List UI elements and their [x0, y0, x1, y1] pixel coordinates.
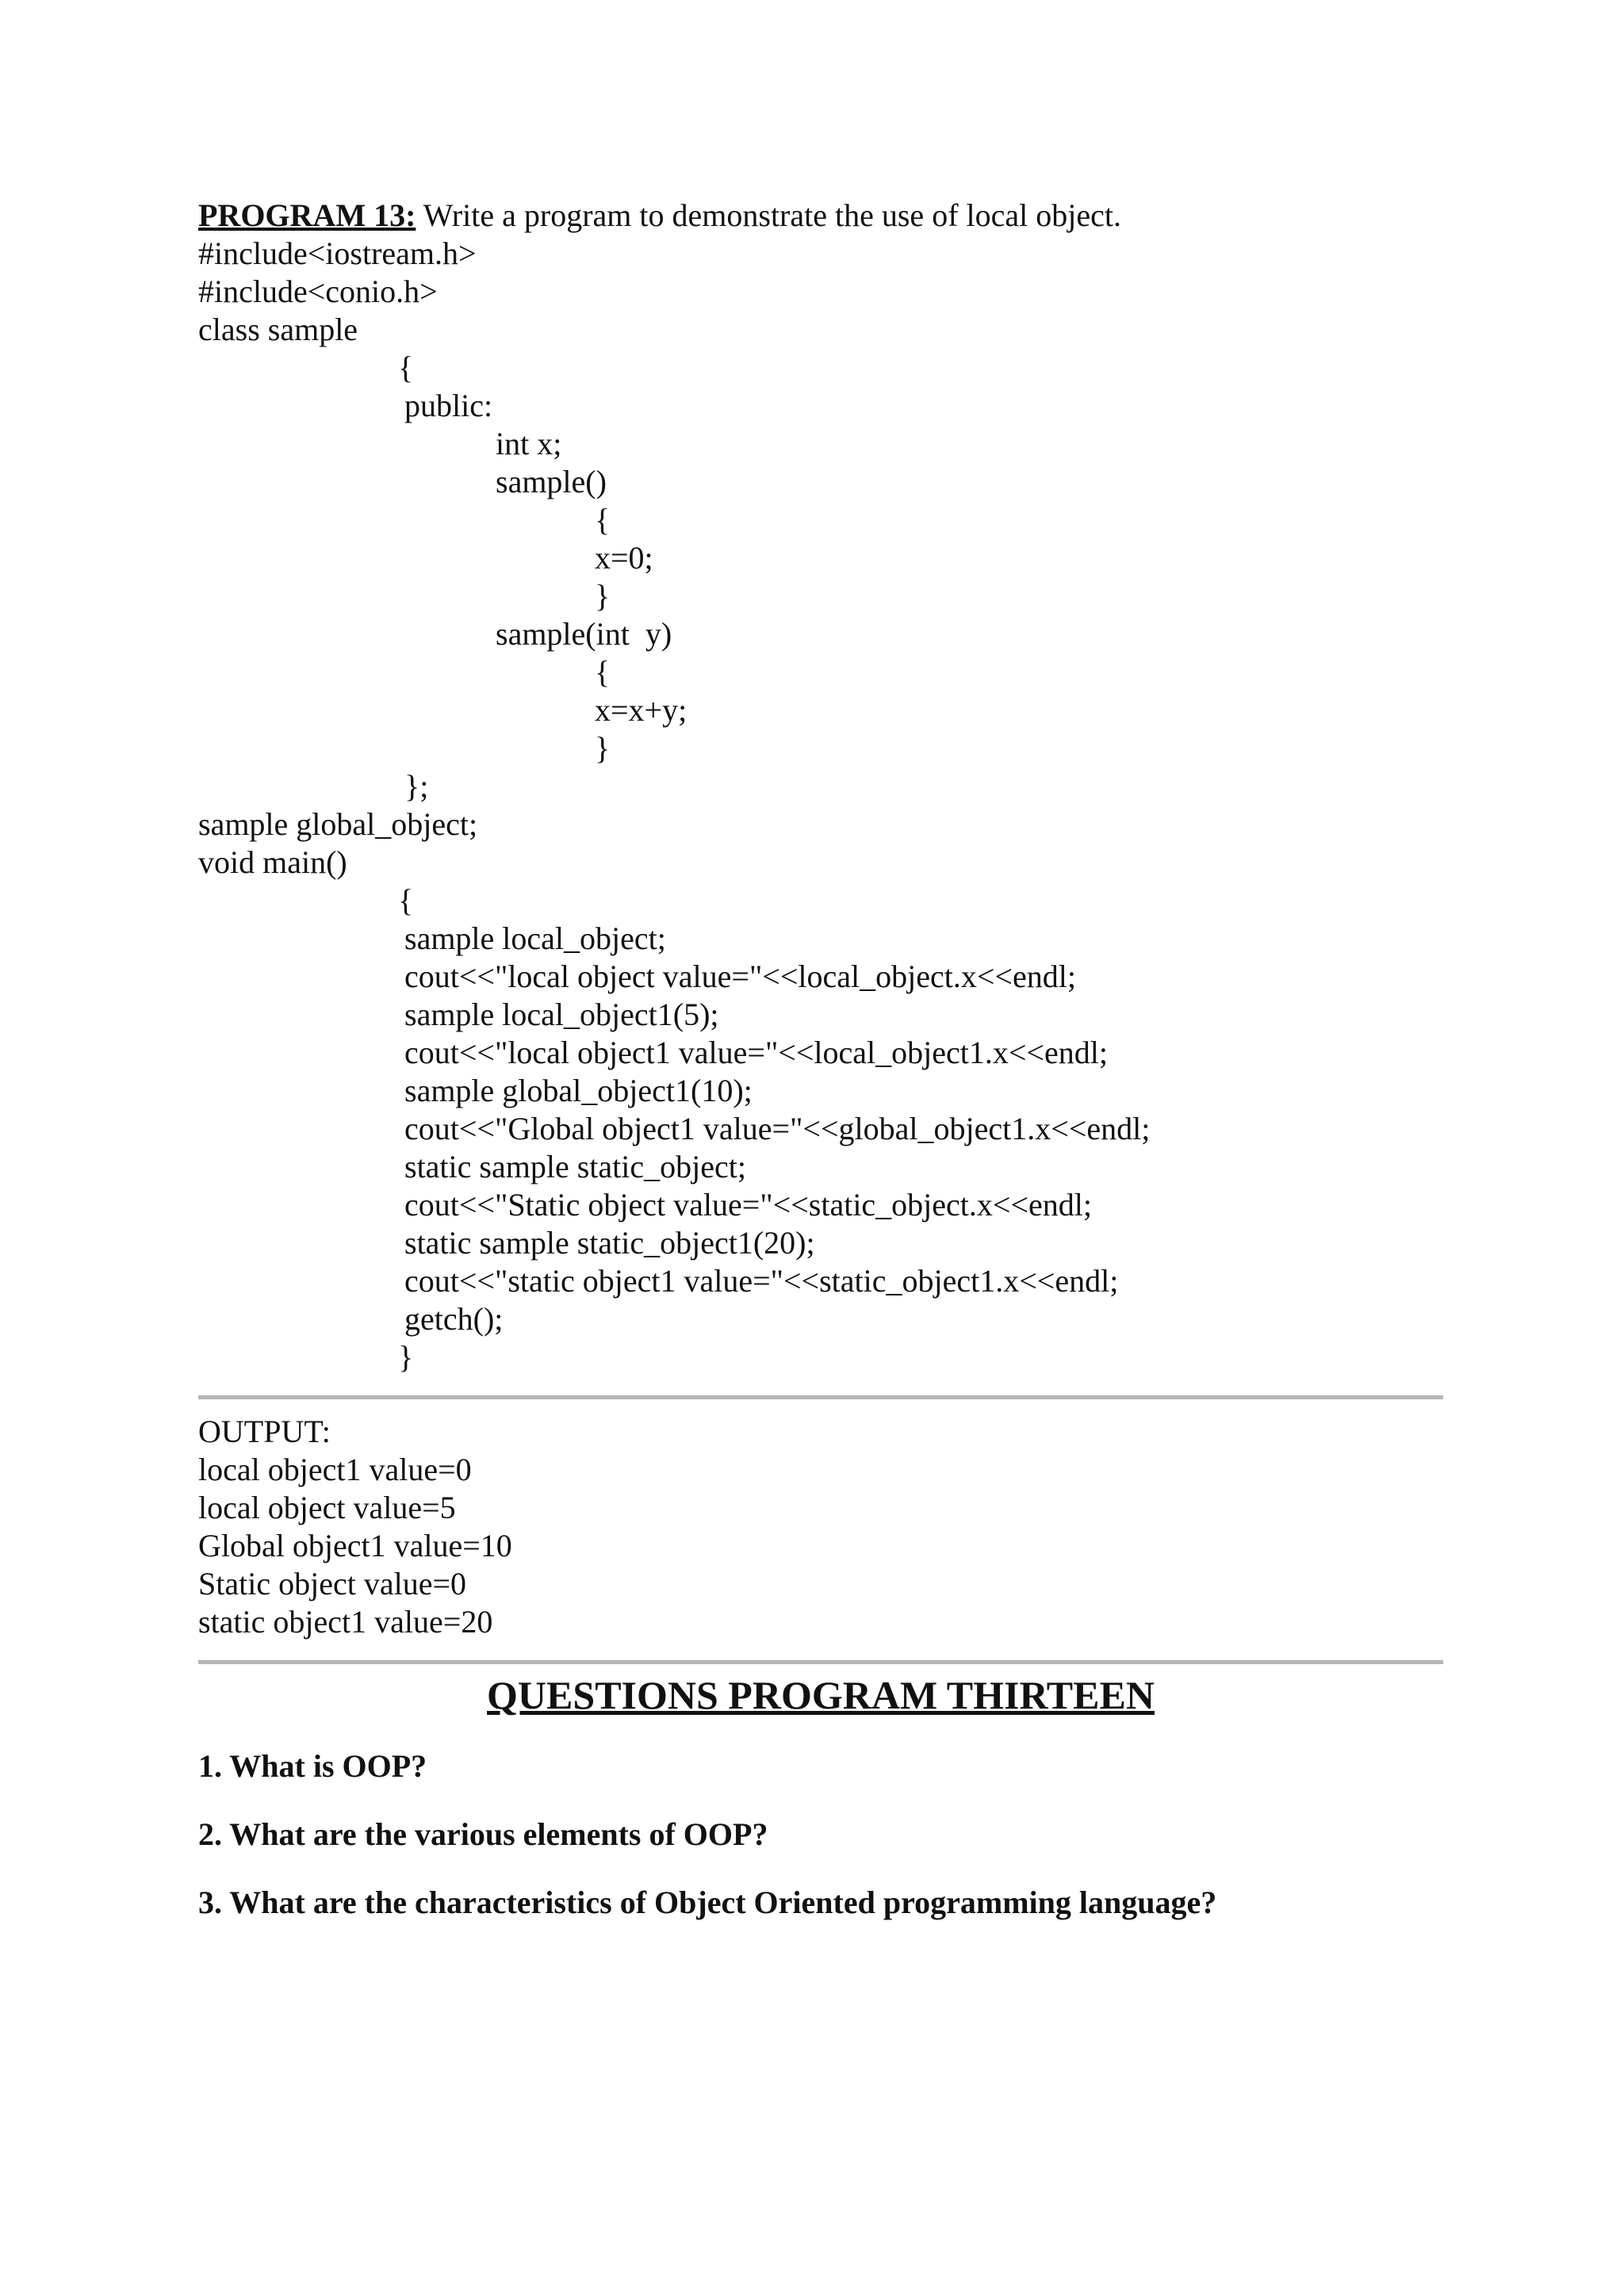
output-line: local object1 value=0: [198, 1452, 472, 1487]
code-line: }: [595, 730, 611, 766]
code-line: sample(int y): [496, 616, 672, 652]
output-heading: OUTPUT:: [198, 1414, 331, 1449]
code-line: #include<conio.h>: [198, 274, 438, 309]
code-line: sample local_object1(5);: [404, 997, 719, 1032]
output-line: Static object value=0: [198, 1566, 467, 1601]
code-line: static sample static_object;: [404, 1149, 746, 1184]
code-line: int x;: [496, 426, 562, 461]
question-item: 3. What are the characteristics of Object Oriented programming language?: [198, 1885, 1217, 1920]
divider-top: [198, 1395, 1443, 1399]
code-line: public:: [404, 388, 493, 423]
code-line: sample(): [496, 464, 607, 499]
code-line: class sample: [198, 312, 358, 347]
divider-bottom: [198, 1660, 1443, 1664]
code-line: sample global_object1(10);: [404, 1073, 753, 1108]
question-item: 2. What are the various elements of OOP?: [198, 1816, 768, 1852]
code-line: }: [595, 578, 611, 614]
code-line: void main(): [198, 844, 347, 880]
code-line: {: [595, 502, 611, 538]
code-line: {: [595, 654, 611, 690]
code-line: {: [398, 350, 414, 385]
code-line: cout<<"static object1 value="<<static_object1.x<<endl;: [404, 1263, 1119, 1299]
code-line: sample global_object;: [198, 806, 478, 842]
program-description: Write a program to demonstrate the use of local object.: [416, 197, 1121, 233]
code-line: x=x+y;: [595, 692, 688, 728]
questions-title: QUESTIONS PROGRAM THIRTEEN: [487, 1673, 1155, 1717]
output-line: Global object1 value=10: [198, 1528, 512, 1563]
code-line: }: [398, 1339, 414, 1375]
code-line: getch();: [404, 1301, 504, 1337]
code-line: #include<iostream.h>: [198, 235, 477, 271]
question-item: 1. What is OOP?: [198, 1748, 427, 1784]
code-line: x=0;: [595, 540, 653, 576]
output-line: static object1 value=20: [198, 1604, 493, 1640]
code-line: };: [404, 768, 429, 804]
code-line: {: [398, 882, 414, 918]
code-line: sample local_object;: [404, 920, 666, 956]
program-label: PROGRAM 13:: [198, 197, 416, 233]
code-line: cout<<"Global object1 value="<<global_object1.x<<endl;: [404, 1111, 1151, 1146]
code-line: cout<<"local object value="<<local_object.x<<endl;: [404, 959, 1076, 994]
program-heading: [198, 197, 1121, 235]
code-line: cout<<"local object1 value="<<local_object1.x<<endl;: [404, 1035, 1108, 1070]
output-line: local object value=5: [198, 1490, 456, 1525]
code-line: cout<<"Static object value="<<static_object.x<<endl;: [404, 1187, 1093, 1223]
code-line: static sample static_object1(20);: [404, 1225, 815, 1261]
